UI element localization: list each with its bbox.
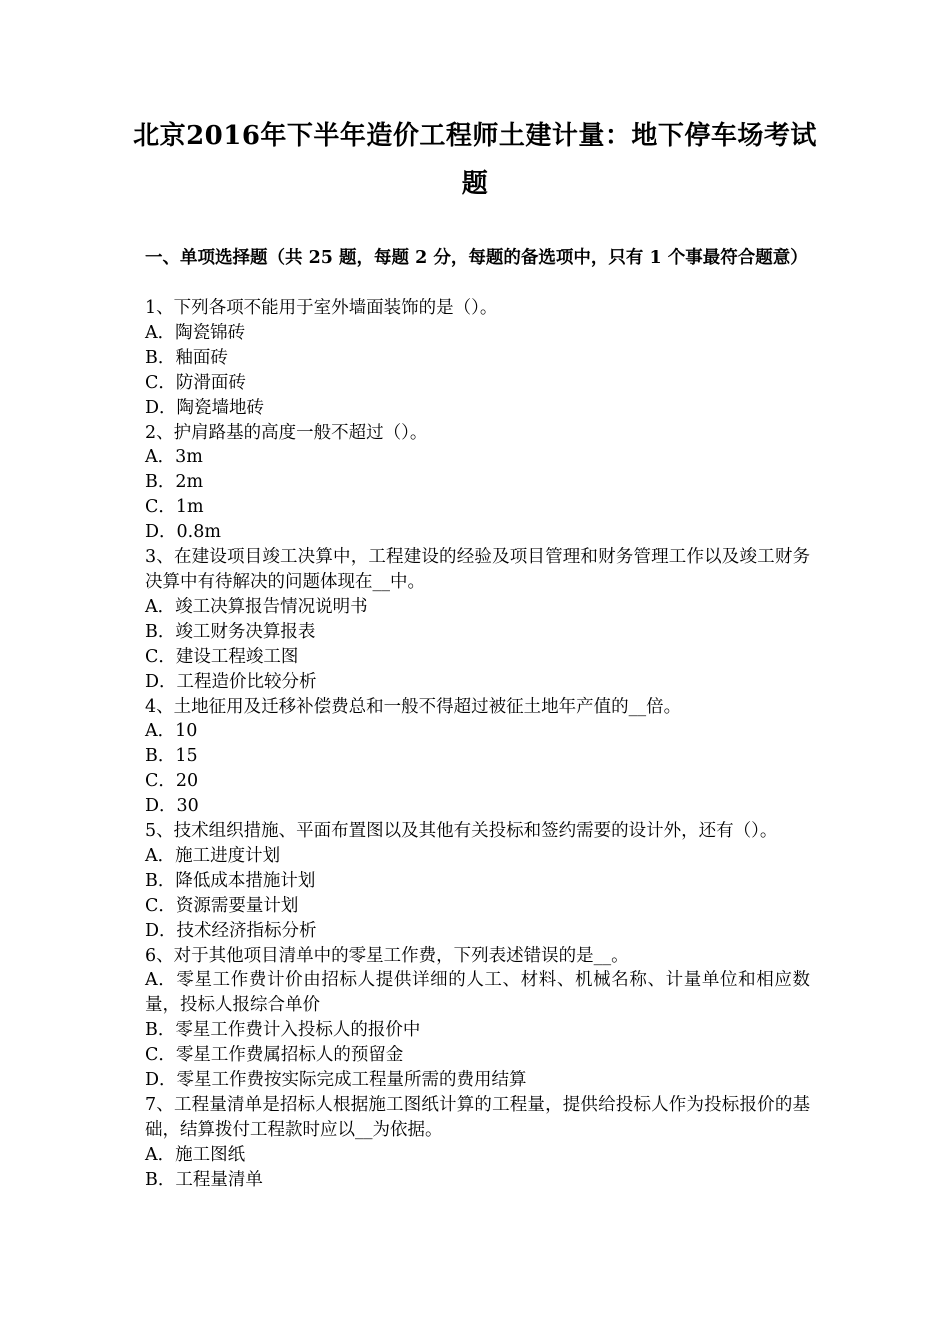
option-d: D．零星工作费按实际完成工程量所需的费用结算 [145,1070,527,1091]
question-7 [145,1093,810,1193]
option-b: B．工程量清单 [145,1169,263,1190]
option-d: D．技术经济指标分析 [145,920,317,941]
question-stem: 2、护肩路基的高度一般不超过（）。 [145,422,428,443]
option-c: C．1m [145,497,204,518]
section-heading: 一、单项选择题（共 25 题，每题 2 分，每题的备选项中，只有 1 个事最符合题意） [145,248,808,268]
document-title: 北京2016年下半年造价工程师土建计量：地下停车场考试题 [133,121,817,199]
option-a: A．竣工决算报告情况说明书 [145,596,368,617]
option-b: B．2m [145,472,204,493]
option-b: B．15 [145,746,198,767]
option-b: B．降低成本措施计划 [145,870,316,891]
question-stem: 4、土地征用及迁移补偿费总和一般不得超过被征土地年产值的__倍。 [145,696,682,717]
option-c: C．20 [145,771,199,792]
option-b: B．竣工财务决算报表 [145,621,316,642]
question-1 [145,296,810,421]
question-list [145,296,810,1193]
option-b: B．零星工作费计入投标人的报价中 [145,1020,421,1041]
option-b: B．釉面砖 [145,347,228,368]
option-a: A．施工图纸 [145,1144,246,1165]
option-a: A．3m [145,447,203,468]
question-5 [145,819,810,944]
option-c: C．零星工作费属招标人的预留金 [145,1045,404,1066]
option-c: C．防滑面砖 [145,372,246,393]
question-3 [145,545,810,694]
question-stem: 7、工程量清单是招标人根据施工图纸计算的工程量，提供给投标人作为投标报价的基础，结算拨付工程款时应以__为依据。 [145,1095,810,1140]
question-6 [145,944,810,1093]
question-stem: 1、下列各项不能用于室外墙面装饰的是（）。 [145,298,498,318]
option-a: A．10 [145,721,198,742]
question-stem: 3、在建设项目竣工决算中，工程建设的经验及项目管理和财务管理工作以及竣工财务决算中有待解决的问题体现在__中。 [145,547,810,592]
option-a: A．陶瓷锦砖 [145,322,246,343]
option-a: A．施工进度计划 [145,845,281,866]
question-2 [145,421,810,546]
option-c: C．资源需要量计划 [145,895,299,916]
question-4 [145,695,810,820]
option-d: D．0.8m [145,522,221,543]
option-a: A．零星工作费计价由招标人提供详细的人工、材料、机械名称、计量单位和相应数量，投标人报综合单价 [145,970,810,1016]
option-d: D．30 [145,796,199,817]
option-d: D．陶瓷墙地砖 [145,397,265,418]
question-stem: 5、技术组织措施、平面布置图以及其他有关投标和签约需要的设计外，还有（）。 [145,821,778,842]
option-c: C．建设工程竣工图 [145,646,299,667]
question-stem: 6、对于其他项目清单中的零星工作费，下列表述错误的是__。 [145,945,629,966]
option-d: D．工程造价比较分析 [145,671,317,692]
